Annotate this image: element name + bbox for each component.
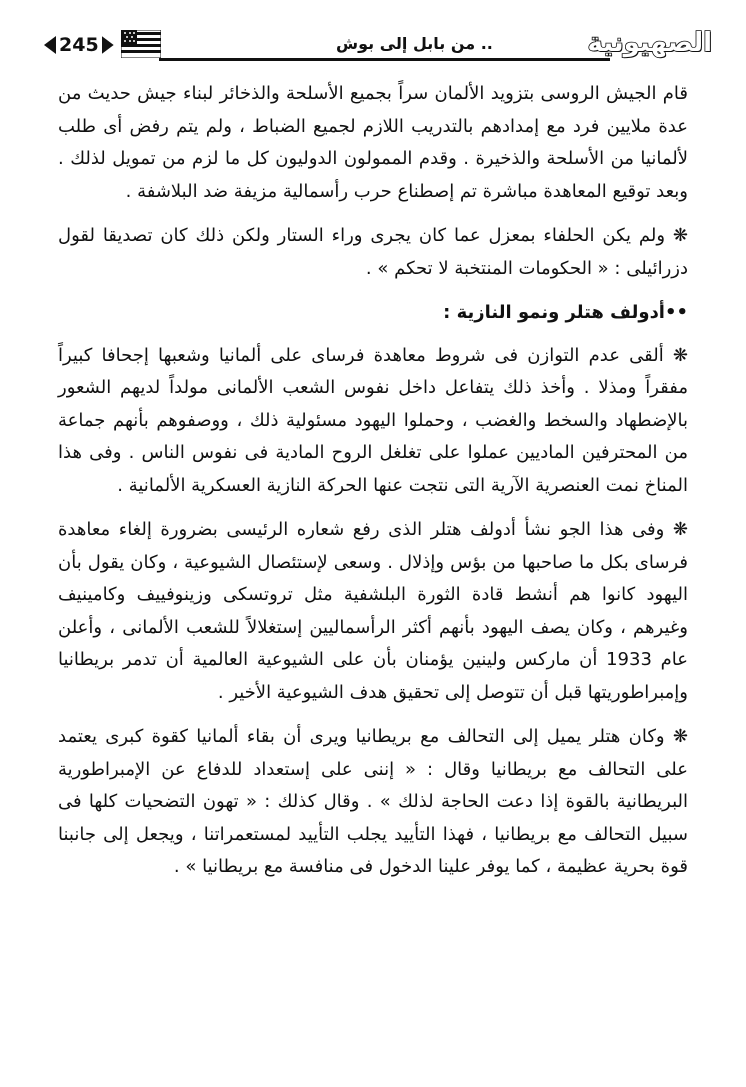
badge-left-arrow-icon xyxy=(44,36,56,54)
paragraph xyxy=(58,78,688,208)
paragraph xyxy=(58,340,688,503)
book-subtitle: .. من بابل إلى بوش xyxy=(336,34,493,53)
paragraph-text: وفى هذا الجو نشأ أدولف هتلر الذى رفع شعاره الرئيسى بضرورة إلغاء معاهدة فرساى بكل ما صاحبها من بؤس وإذلال . وسعى لإستئصال الشيوعية ، وكان يقول بأن اليهود كانوا هم أنشط قادة الثورة البلشفية مثل تروتسكى وزينوفييف وكامينيف وغيرهم ، وكان يصف اليهود بأنهم أكثر الرأسماليين إستغلالاً للشعب الألمانى ، وأعلن عام 1933 أن ماركس ولينين يؤمنان بأن على الشيوعية العالمية أن تدمر بريطانيا وإمبراطوريتها قبل أن تتوصل إلى تحقيق هدف الشيوعية الأخير . xyxy=(58,519,688,703)
heading-marker-icon: •• xyxy=(664,302,688,323)
header-rule xyxy=(159,58,610,61)
page-number-badge xyxy=(44,34,114,56)
asterisk-icon: ❋ xyxy=(672,726,689,747)
paragraph xyxy=(58,220,688,285)
asterisk-icon: ❋ xyxy=(672,225,688,246)
paragraph-text: قام الجيش الروسى بتزويد الألمان سراً بجميع الأسلحة والذخائر لبناء جيش حديث من عدة ملايين فرد مع إمدادهم بالتدريب اللازم لجميع الضباط ، ولم يتم رفض أى طلب لألمانيا من الأسلحة والذخيرة . وقدم الممولون الدوليون كل ما لزم من تمويل لذلك . وبعد توقيع المعاهدة مباشرة تم إصطناع حرب رأسمالية مزيفة ضد البلاشفة . xyxy=(58,83,688,202)
paragraph-text: ولم يكن الحلفاء بمعزل عما كان يجرى وراء الستار ولكن ذلك كان تصديقا لقول دزرائيلى : « الحكومات المنتخبة لا تحكم » . xyxy=(58,225,688,279)
page-header xyxy=(44,28,712,68)
page-number: 245 xyxy=(59,34,99,56)
flag-icon xyxy=(121,30,161,58)
paragraph xyxy=(58,514,688,709)
paragraph xyxy=(58,721,688,884)
book-title: الصهيونية xyxy=(587,28,712,58)
asterisk-icon: ❋ xyxy=(672,344,688,366)
asterisk-icon: ❋ xyxy=(672,519,688,540)
page-body xyxy=(58,78,688,896)
paragraph-text: وكان هتلر يميل إلى التحالف مع بريطانيا ويرى أن بقاء ألمانيا كقوة كبرى يعتمد على التحالف مع بريطانيا وقال : « إننى على إستعداد للدفاع عن الإمبراطورية البريطانية بالقوة إذا دعت الحاجة لذلك » . وقال كذلك : « تهون التضحيات كلها فى سبيل التحالف مع بريطانيا ، فهذا التأييد يجلب التأييد لمستعمراتنا ، ويجعل إلى جانبنا قوة بحرية عظيمة ، كما يوفر علينا الدخول فى منافسة مع بريطانيا » . xyxy=(58,726,688,877)
section-heading xyxy=(58,297,688,330)
badge-right-arrow-icon xyxy=(102,36,114,54)
heading-text: أدولف هتلر ونمو النازية : xyxy=(443,302,665,323)
paragraph-text: ألقى عدم التوازن فى شروط معاهدة فرساى على ألمانيا وشعبها إجحافا كبيراً مفقراً ومذلا . وأخذ ذلك يتفاعل داخل نفوس الشعب الألمانى مولداً لديهم الشعور بالإضطهاد والسخط والغضب ، وحملوا اليهود مسئولية ذلك ، ووصفوهم بأنهم جماعة من المحترفين الماديين عملوا على تغلغل الروح المادية فى نفوس الناس . وفى هذا المناخ نمت العنصرية الآرية التى نتجت عنها الحركة النازية العسكرية الألمانية . xyxy=(58,344,688,496)
